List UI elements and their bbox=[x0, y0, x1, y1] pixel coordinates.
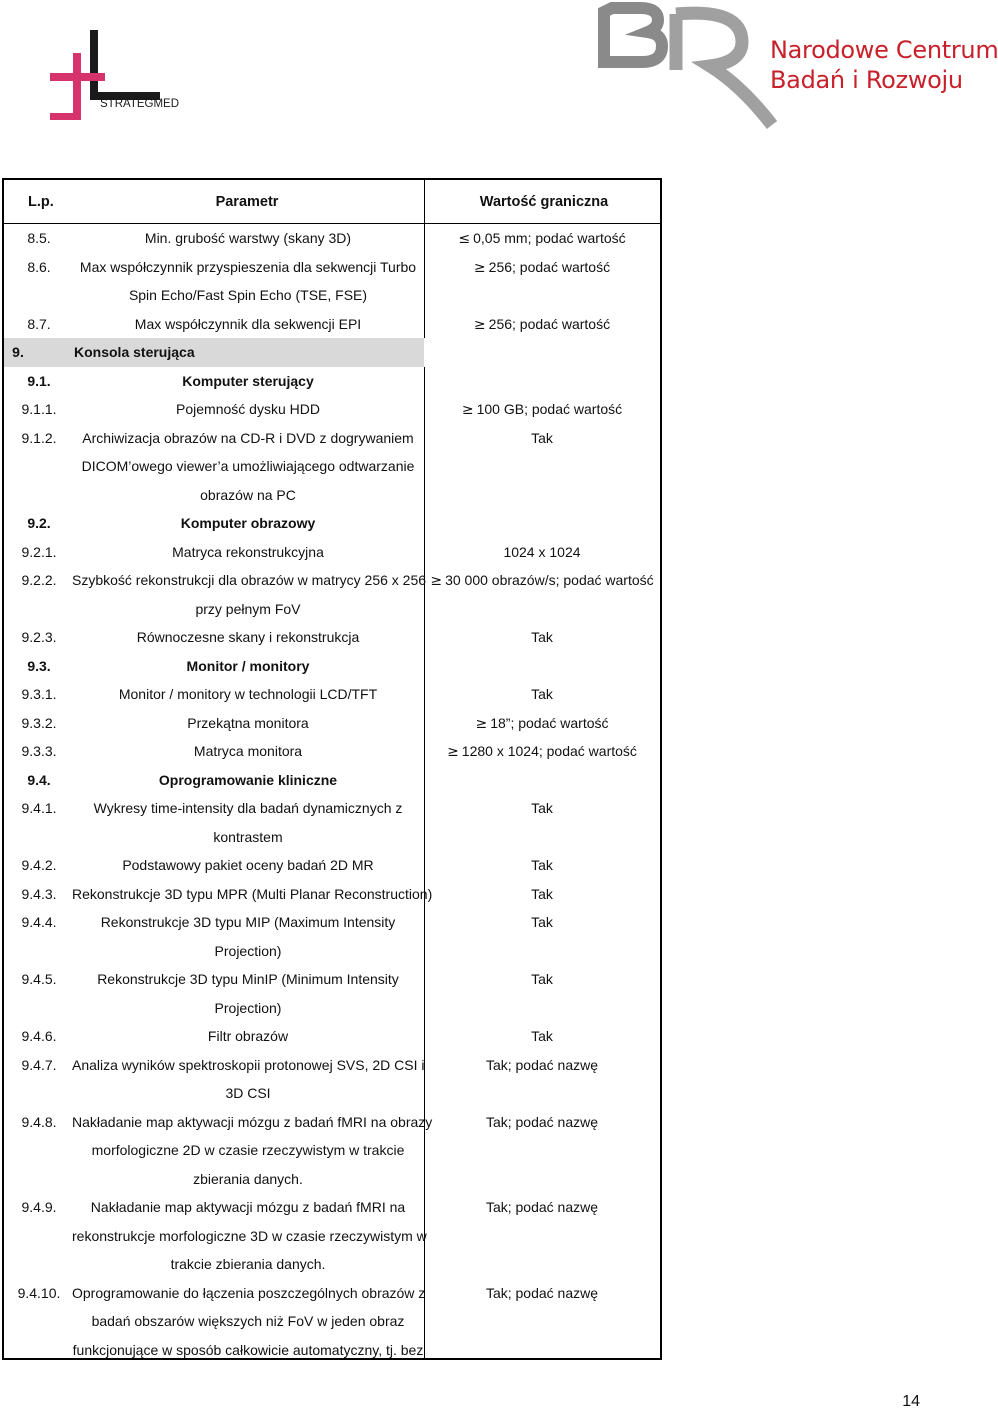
parameter-line: Oprogramowanie do łączenia poszczególnych obrazów z bbox=[72, 1284, 426, 1301]
row-number: 9.2.1. bbox=[21, 543, 57, 560]
greater-equal-icon: ≥ bbox=[430, 573, 443, 589]
parameter-line: Projection) bbox=[214, 942, 282, 959]
value-cell bbox=[424, 880, 660, 909]
table-row bbox=[4, 310, 660, 339]
strategmed-logo-text: STRATEGMED bbox=[100, 98, 180, 110]
table-row bbox=[4, 566, 660, 623]
value-cell bbox=[424, 851, 660, 880]
table-row bbox=[4, 908, 660, 965]
value-cell bbox=[424, 566, 660, 623]
value-text: Tak; podać nazwę bbox=[485, 1284, 599, 1301]
parameter-line: Komputer obrazowy bbox=[180, 515, 316, 531]
parameter-text bbox=[72, 794, 424, 851]
value-cell bbox=[424, 509, 660, 538]
parameter-line: Nakładanie map aktywacji mózgu z badań fMRI na bbox=[90, 1199, 406, 1215]
parameter-line: Konsola sterująca bbox=[74, 344, 195, 360]
parameter-text bbox=[72, 851, 424, 880]
greater-equal-icon: ≥ bbox=[461, 402, 474, 418]
parameter-text bbox=[72, 709, 424, 738]
parameter-text bbox=[72, 737, 424, 766]
parameter-text bbox=[72, 652, 424, 681]
parameter-line: DICOM’owego viewer’a umożliwiającego odtwarzanie bbox=[81, 458, 415, 474]
table-row bbox=[4, 794, 660, 851]
value-text: Tak bbox=[531, 686, 553, 702]
parameter-line: Komputer sterujący bbox=[182, 372, 314, 389]
parameter-line: Wykresy time-intensity dla badań dynamicznych z bbox=[93, 800, 403, 816]
parameter-line: Rekonstrukcje 3D typu MinIP (Minimum Intensity bbox=[97, 971, 399, 987]
less-equal-icon: ≤ bbox=[458, 231, 471, 247]
parameter-line: Max współczynnik przyspieszenia dla sekwencji Turbo bbox=[79, 258, 417, 275]
table-row bbox=[4, 395, 660, 424]
value-cell bbox=[424, 338, 660, 367]
parameter-line: Spin Echo/Fast Spin Echo (TSE, FSE) bbox=[128, 287, 368, 303]
row-number: 9.3. bbox=[27, 657, 51, 674]
table-row bbox=[4, 367, 660, 396]
parameter-line: Archiwizacja obrazów na CD-R i DVD z dogrywaniem bbox=[82, 429, 414, 446]
parameter-line: zbierania danych. bbox=[193, 1170, 303, 1187]
parameter-line: morfologiczne 2D w czasie rzeczywistym w trakcie bbox=[91, 1142, 405, 1158]
table-row bbox=[4, 1108, 660, 1194]
row-number: 9.4.9. bbox=[21, 1199, 57, 1215]
parameter-text bbox=[72, 1022, 424, 1051]
parameter-text bbox=[72, 1193, 427, 1279]
table-row bbox=[4, 737, 660, 766]
parameter-line: Filtr obrazów bbox=[207, 1028, 289, 1044]
value-cell bbox=[424, 908, 660, 965]
parameter-text bbox=[72, 538, 424, 567]
parameter-line: obrazów na PC bbox=[200, 486, 296, 503]
parameter-line: Pojemność dysku HDD bbox=[176, 401, 320, 417]
parameter-line: rekonstrukcje morfologiczne 3D w czasie rzeczywistym w bbox=[72, 1227, 427, 1244]
parameter-line: Rekonstrukcje 3D typu MPR (Multi Planar Reconstruction) bbox=[72, 885, 433, 902]
value-cell bbox=[424, 395, 660, 424]
parameter-line: kontrastem bbox=[213, 828, 283, 845]
table-row bbox=[4, 424, 660, 510]
value-cell bbox=[424, 965, 660, 1022]
parameter-line: Matryca rekonstrukcyjna bbox=[172, 543, 324, 560]
table-row bbox=[4, 851, 660, 880]
value-text: Tak; podać nazwę bbox=[485, 1199, 599, 1215]
parameter-line: Przekątna monitora bbox=[187, 714, 309, 731]
value-text: 100 GB; podać wartość bbox=[476, 401, 623, 417]
parameter-text bbox=[72, 623, 424, 652]
specification-table bbox=[2, 178, 662, 1360]
table-row bbox=[4, 965, 660, 1022]
parameter-text bbox=[72, 395, 424, 424]
value-cell bbox=[424, 766, 660, 795]
row-number: 9.1.1. bbox=[21, 401, 57, 417]
parameter-line: 3D CSI bbox=[225, 1085, 271, 1101]
parameter-text bbox=[72, 965, 424, 1022]
row-number: 9.4. bbox=[27, 771, 51, 788]
table-row bbox=[4, 224, 660, 253]
table-row bbox=[4, 538, 660, 567]
parameter-text bbox=[72, 1279, 424, 1365]
row-number: 9.1.2. bbox=[21, 429, 57, 446]
row-number: 9.2. bbox=[27, 515, 51, 531]
page-number: 14 bbox=[902, 1393, 920, 1410]
value-text: 256; podać wartość bbox=[488, 315, 611, 332]
table-row bbox=[4, 709, 660, 738]
value-text: Tak bbox=[531, 885, 553, 902]
row-number: 9.4.10. bbox=[17, 1284, 61, 1301]
row-number: 9.3.3. bbox=[21, 743, 57, 759]
row-number: 9.4.1. bbox=[21, 800, 57, 816]
parameter-text bbox=[72, 680, 424, 709]
row-number: 9.4.2. bbox=[21, 857, 57, 873]
value-text: 256; podać wartość bbox=[488, 258, 611, 275]
parameter-line: Projection) bbox=[214, 999, 282, 1016]
value-cell bbox=[424, 224, 660, 253]
row-number: 9.4.5. bbox=[21, 971, 57, 987]
value-text: Tak bbox=[531, 429, 553, 446]
value-text: 1280 x 1024; podać wartość bbox=[461, 743, 637, 759]
value-cell bbox=[424, 1051, 660, 1108]
parameter-line: Szybkość rekonstrukcji dla obrazów w matrycy 256 x 256 bbox=[72, 572, 427, 588]
table-row bbox=[4, 1279, 660, 1365]
table-row bbox=[4, 253, 660, 310]
parameter-line: Min. grubość warstwy (skany 3D) bbox=[144, 230, 352, 246]
parameter-text bbox=[72, 424, 424, 510]
ncbr-name-line1: Narodowe Centrum bbox=[770, 36, 998, 64]
row-number: 8.5. bbox=[27, 230, 51, 246]
row-number: 9.4.3. bbox=[21, 885, 57, 902]
value-text: Tak bbox=[531, 1028, 553, 1044]
parameter-text bbox=[72, 880, 433, 909]
parameter-text bbox=[74, 338, 426, 367]
parameter-line: badań obszarów większych niż FoV w jeden obraz bbox=[91, 1313, 405, 1329]
value-text: Tak; podać nazwę bbox=[485, 1113, 599, 1130]
row-number: 9.4.4. bbox=[21, 914, 57, 930]
value-cell bbox=[424, 367, 660, 396]
row-number: 8.6. bbox=[27, 258, 51, 275]
greater-equal-icon: ≥ bbox=[447, 744, 459, 760]
value-text: Tak bbox=[531, 800, 553, 816]
value-cell bbox=[424, 424, 660, 510]
greater-equal-icon: ≥ bbox=[473, 259, 486, 276]
value-cell bbox=[424, 1279, 660, 1365]
section-row bbox=[4, 338, 660, 367]
parameter-line: Oprogramowanie kliniczne bbox=[158, 771, 338, 788]
table-row bbox=[4, 623, 660, 652]
parameter-line: Monitor / monitory bbox=[186, 657, 310, 674]
parameter-line: Max współczynnik dla sekwencji EPI bbox=[134, 315, 362, 332]
value-text: 1024 x 1024 bbox=[503, 543, 581, 560]
value-cell bbox=[424, 1022, 660, 1051]
ncbr-logo-mark bbox=[592, 0, 782, 130]
greater-equal-icon: ≥ bbox=[473, 316, 486, 333]
column-header-wartosc: Wartość graniczna bbox=[479, 194, 609, 210]
strategmed-logo bbox=[45, 25, 205, 125]
parameter-line: Podstawowy pakiet oceny badań 2D MR bbox=[122, 857, 374, 873]
column-header-lp: L.p. bbox=[28, 194, 54, 210]
value-text: Tak; podać nazwę bbox=[485, 1056, 599, 1073]
table-row bbox=[4, 680, 660, 709]
parameter-text bbox=[72, 1051, 424, 1108]
row-number: 9.4.8. bbox=[21, 1113, 57, 1130]
table-row bbox=[4, 1022, 660, 1051]
value-text: 18”; podać wartość bbox=[490, 714, 609, 731]
value-text: 0,05 mm; podać wartość bbox=[473, 230, 626, 246]
parameter-text bbox=[72, 224, 424, 253]
parameter-text bbox=[72, 908, 424, 965]
table-row bbox=[4, 766, 660, 795]
value-cell bbox=[424, 794, 660, 851]
parameter-line: Analiza wyników spektroskopii protonowej SVS, 2D CSI i bbox=[72, 1056, 425, 1073]
table-row bbox=[4, 652, 660, 681]
value-cell bbox=[424, 623, 660, 652]
value-text: Tak bbox=[531, 629, 553, 645]
parameter-line: trakcie zbierania danych. bbox=[170, 1256, 326, 1272]
row-number: 9.4.6. bbox=[21, 1028, 57, 1044]
ncbr-name-line2: Badań i Rozwoju bbox=[770, 66, 963, 94]
row-number: 9. bbox=[12, 344, 24, 360]
row-number: 8.7. bbox=[27, 315, 51, 332]
row-number: 9.3.2. bbox=[21, 714, 57, 731]
parameter-line: funkcjonujące w sposób całkowicie automatyczny, tj. bez bbox=[72, 1341, 424, 1358]
parameter-text bbox=[72, 253, 424, 310]
row-number: 9.2.3. bbox=[21, 629, 57, 645]
column-header-parametr: Parametr bbox=[215, 194, 279, 210]
table-row bbox=[4, 509, 660, 538]
row-number: 9.2.2. bbox=[21, 572, 57, 588]
value-cell bbox=[424, 310, 660, 339]
parameter-text bbox=[72, 367, 424, 396]
row-number: 9.1. bbox=[27, 372, 51, 389]
value-text: Tak bbox=[531, 914, 553, 930]
parameter-text bbox=[72, 509, 424, 538]
parameter-text bbox=[72, 766, 424, 795]
value-cell bbox=[424, 709, 660, 738]
table-row bbox=[4, 880, 660, 909]
value-text: Tak bbox=[531, 971, 553, 987]
table-row bbox=[4, 1193, 660, 1279]
value-cell bbox=[424, 1193, 660, 1279]
parameter-line: Matryca monitora bbox=[193, 743, 303, 759]
parameter-text bbox=[72, 566, 427, 623]
value-cell bbox=[424, 652, 660, 681]
row-number: 9.4.7. bbox=[21, 1056, 57, 1073]
value-cell bbox=[424, 1108, 660, 1194]
parameter-line: przy pełnym FoV bbox=[195, 600, 301, 617]
parameter-line: Rekonstrukcje 3D typu MIP (Maximum Intensity bbox=[100, 914, 396, 930]
parameter-line: Nakładanie map aktywacji mózgu z badań fMRI na obrazy bbox=[72, 1113, 433, 1130]
value-text: 30 000 obrazów/s; podać wartość bbox=[445, 572, 654, 588]
value-cell bbox=[424, 538, 660, 567]
value-cell bbox=[424, 253, 660, 310]
row-number: 9.3.1. bbox=[21, 686, 57, 702]
table-row bbox=[4, 1051, 660, 1108]
value-cell bbox=[424, 680, 660, 709]
parameter-text bbox=[72, 1108, 433, 1194]
value-cell bbox=[424, 737, 660, 766]
value-text: Tak bbox=[531, 857, 553, 873]
parameter-line: Monitor / monitory w technologii LCD/TFT bbox=[118, 686, 378, 702]
parameter-line: Równoczesne skany i rekonstrukcja bbox=[136, 629, 360, 645]
greater-equal-icon: ≥ bbox=[475, 715, 488, 732]
parameter-text bbox=[72, 310, 424, 339]
